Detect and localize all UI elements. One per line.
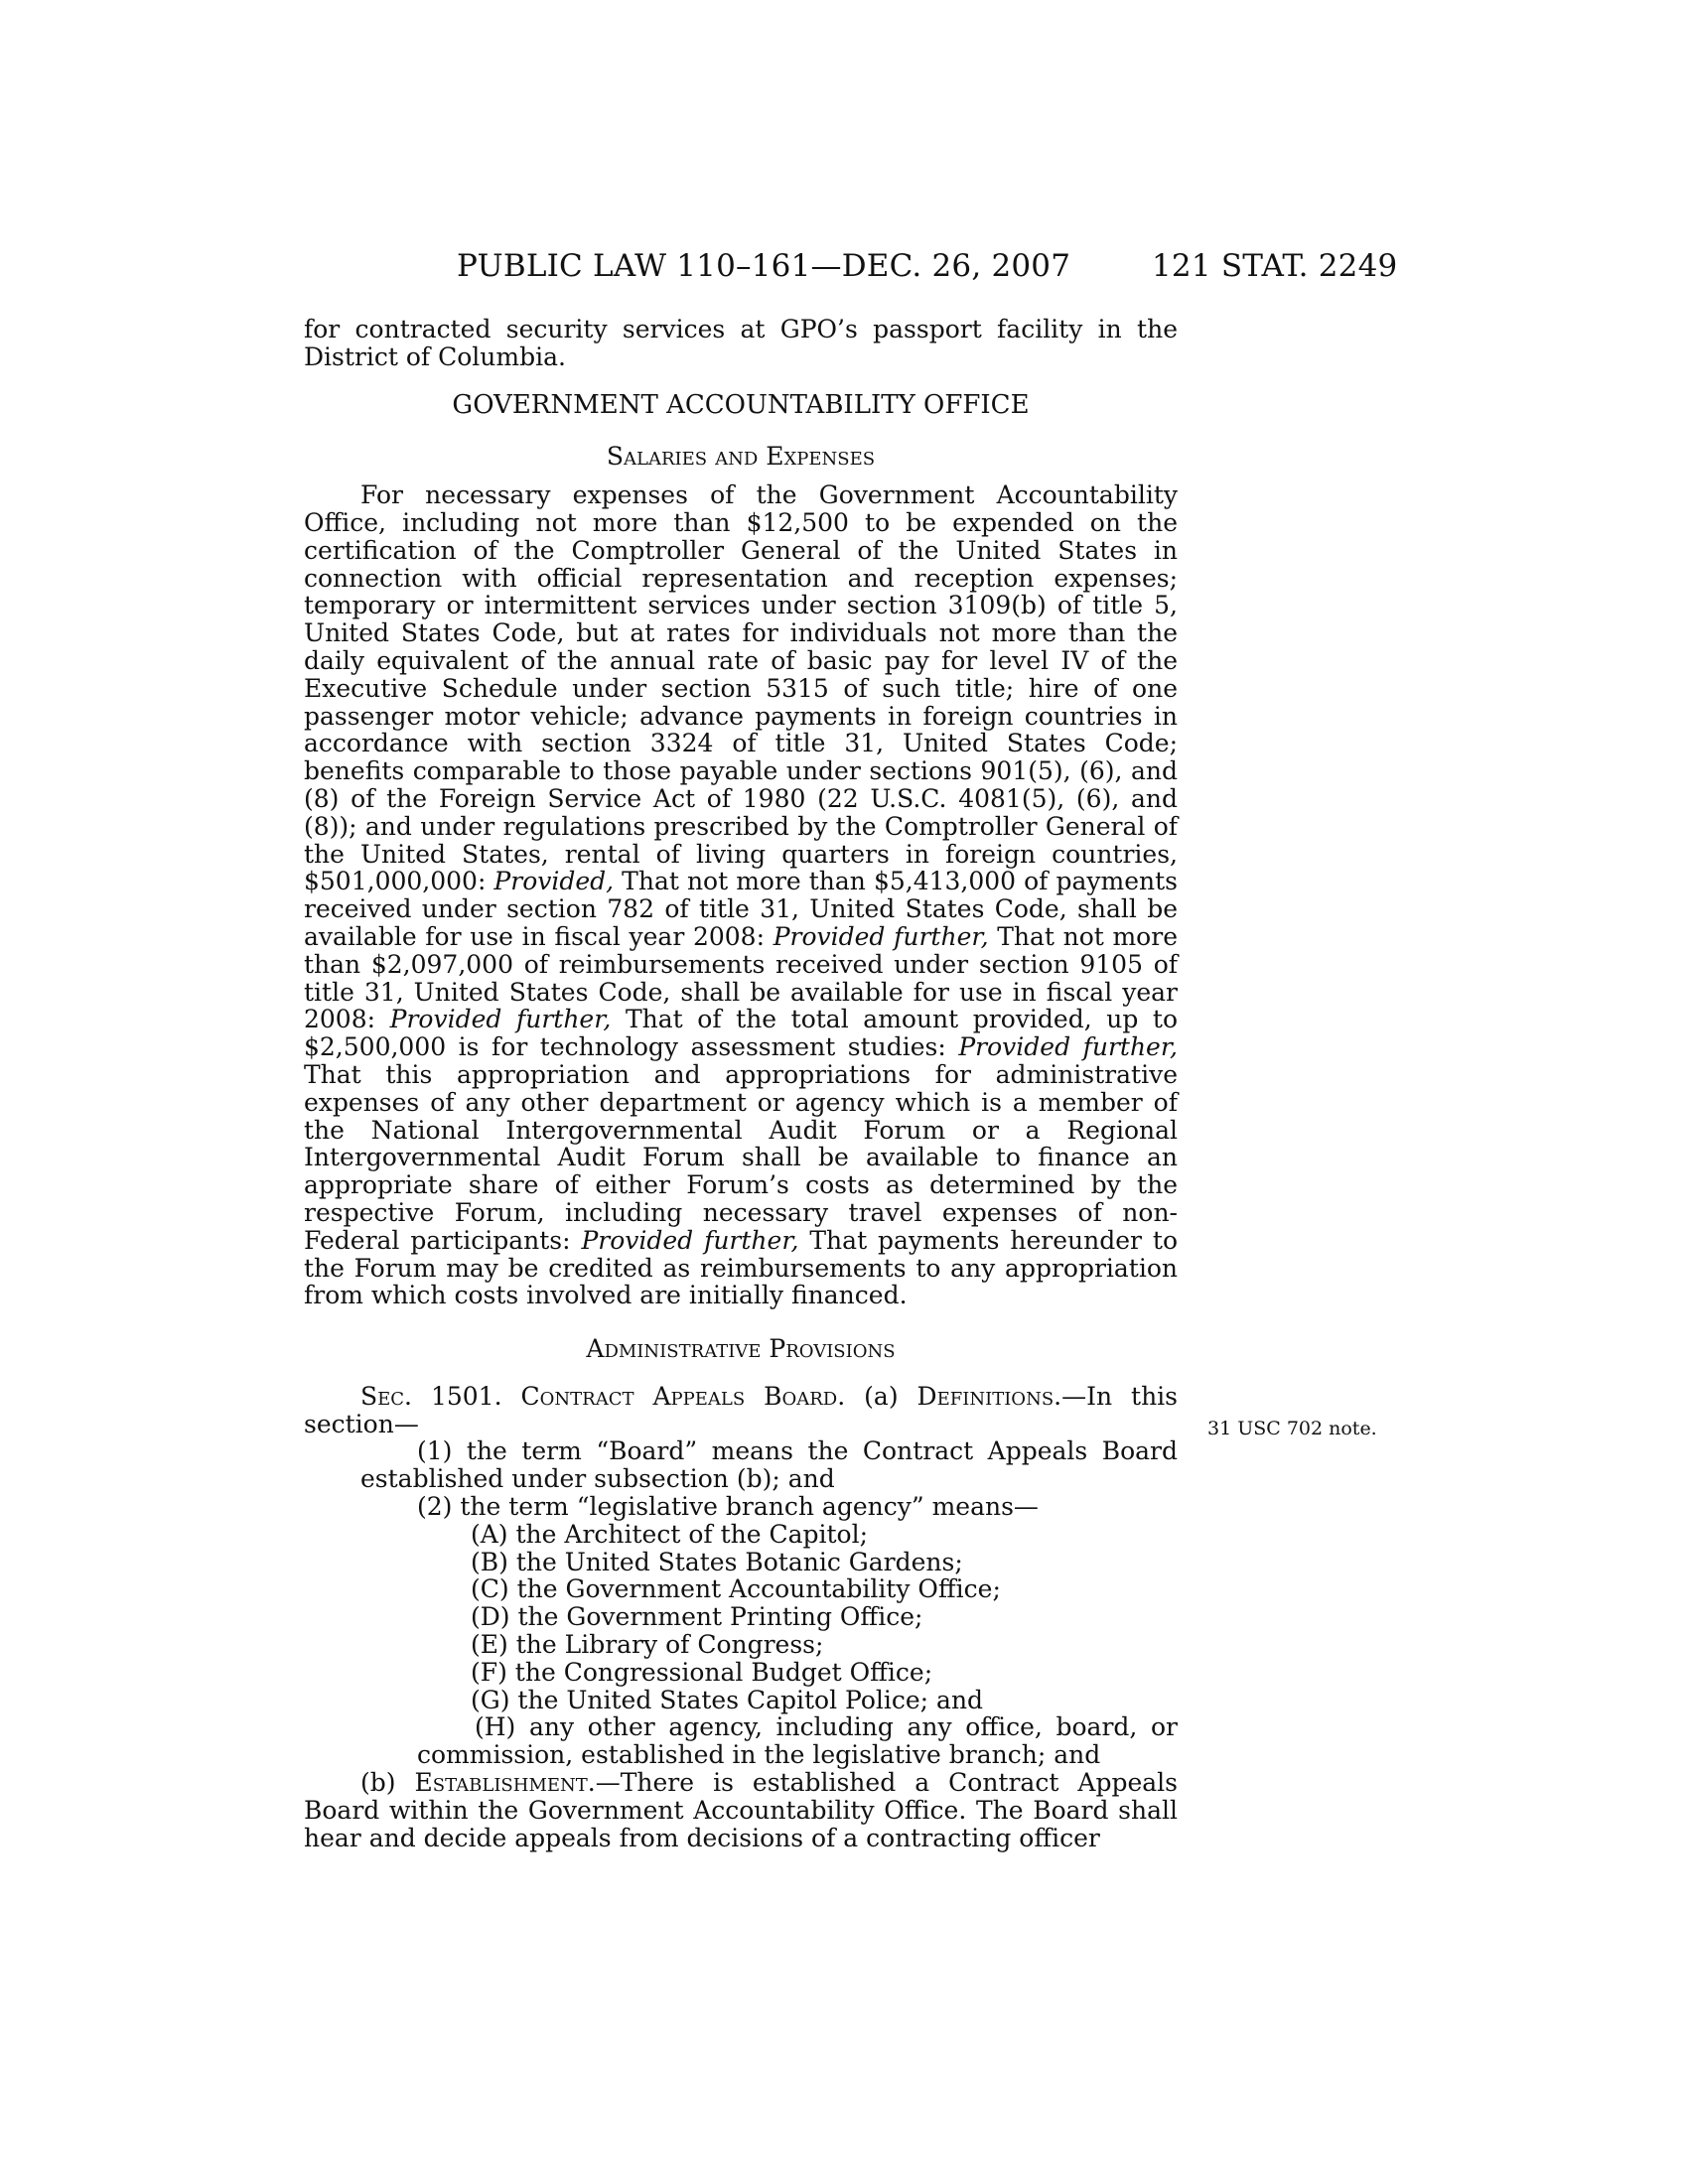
proviso-label: Provided further, bbox=[773, 921, 989, 951]
text-segment: That of the total amount provided, up to $2,500,000 is for technology assessment studies: bbox=[304, 1005, 1179, 1062]
text-segment: For necessary expenses of the Government Accountability Office, including not more than $12,500 to be expended on the certification of the Comptroller General of the United States in connection with official representation and reception expenses; temporary or intermittent services under section 3109(b) of title 5, United States Code, but at rates for individuals not more than the daily equivalent of the annual rate of basic pay for level IV of the Executive Schedule under section 5315 of such title; hire of one passenger motor vehicle; advance payments in foreign countries in accordance with section 3324 of title 31, United States Code; benefits comparable to those payable under sections 901(5), (6), and (8) of the Foreign Service Act of 1980 (22 U.S.C. 4081(5), (6), and (8)); and under regulations prescribed by the Comptroller General of the United States, rental of living quarters in foreign countries, $501,000,000: bbox=[304, 480, 1178, 896]
section-1501-intro bbox=[304, 1383, 1178, 1438]
agency-list-item: (B) the United States Botanic Gardens; bbox=[471, 1547, 963, 1576]
agency-list-item: (G) the United States Capitol Police; and bbox=[471, 1685, 984, 1714]
subsection-label: (b) bbox=[360, 1768, 415, 1798]
salaries-heading: Salaries and Expenses bbox=[606, 442, 876, 472]
text-segment: That payments hereunder to the Forum may be credited as reimbursements to any appropriation from which costs involved are initially financed. bbox=[304, 1225, 1179, 1310]
agency-list-item: (A) the Architect of the Capitol; bbox=[471, 1519, 869, 1549]
agency-list-item-h: (H) any other agency, including any office, board, or commission, established in the legislative branch; and bbox=[417, 1712, 1178, 1770]
definition-item-1: (1) the term “Board” means the Contract Appeals Board established under subsection (b); and bbox=[360, 1436, 1178, 1494]
text-segment: That not more than $5,413,000 of payments received under section 782 of title 31, United States Code, shall be available for use in fiscal year 2008: bbox=[304, 867, 1178, 951]
subsection-b bbox=[304, 1769, 1178, 1851]
agency-list-item: (F) the Congressional Budget Office; bbox=[471, 1657, 933, 1687]
text-segment: That not more than $2,097,000 of reimbursements received under section 9105 of title 31, United States Code, shall be available for use in fiscal year 2008: bbox=[304, 921, 1178, 1034]
text-segment: That this appropriation and appropriations for administrative expenses of any other department or agency which is a member of the National Intergovernmental Audit Forum or a Regional Intergovernmental Audit Forum shall be available to finance an appropriate share of either Forum’s costs as determined by the respective Forum, including necessary travel expenses of non-Federal participants: bbox=[304, 1059, 1178, 1255]
section-number: 1501. bbox=[412, 1381, 521, 1411]
gao-heading: GOVERNMENT ACCOUNTABILITY OFFICE bbox=[452, 389, 1030, 420]
administrative-provisions-heading: Administrative Provisions bbox=[586, 1334, 896, 1364]
margin-note: 31 USC 702 note. bbox=[1207, 1418, 1377, 1439]
section-title: Contract Appeals Board. bbox=[520, 1381, 846, 1411]
page-body bbox=[304, 316, 1178, 1851]
salaries-paragraph bbox=[304, 481, 1178, 1309]
text-segment: —There is established a Contract Appeals Board within the Government Accountability Office. The Board shall hear and decide appeals from decisions of a contracting officer bbox=[304, 1768, 1178, 1852]
running-header-title: PUBLIC LAW 110–161—DEC. 26, 2007 bbox=[457, 248, 1071, 284]
definition-item-2: (2) the term “legislative branch agency” means— bbox=[417, 1492, 1039, 1522]
statute-page-number: 121 STAT. 2249 bbox=[1152, 248, 1398, 284]
section-label: Sec. bbox=[360, 1381, 412, 1411]
agency-list-item: (E) the Library of Congress; bbox=[471, 1630, 824, 1660]
agency-list-item: (C) the Government Accountability Office; bbox=[471, 1574, 1001, 1604]
proviso-label: Provided further, bbox=[581, 1225, 799, 1255]
proviso-label: Provided further, bbox=[958, 1032, 1178, 1062]
intro-paragraph: for contracted security services at GPO’s passport facility in the District of Columbia. bbox=[304, 315, 1178, 371]
subsection-heading: Establishment. bbox=[414, 1768, 596, 1798]
agency-list-item: (D) the Government Printing Office; bbox=[471, 1602, 923, 1632]
text-segment: —In this section— bbox=[304, 1381, 1179, 1438]
proviso-label: Provided, bbox=[493, 867, 615, 896]
subsection-heading: Definitions. bbox=[916, 1381, 1062, 1411]
proviso-label: Provided further, bbox=[389, 1005, 612, 1034]
subsection-label: (a) bbox=[845, 1381, 917, 1411]
